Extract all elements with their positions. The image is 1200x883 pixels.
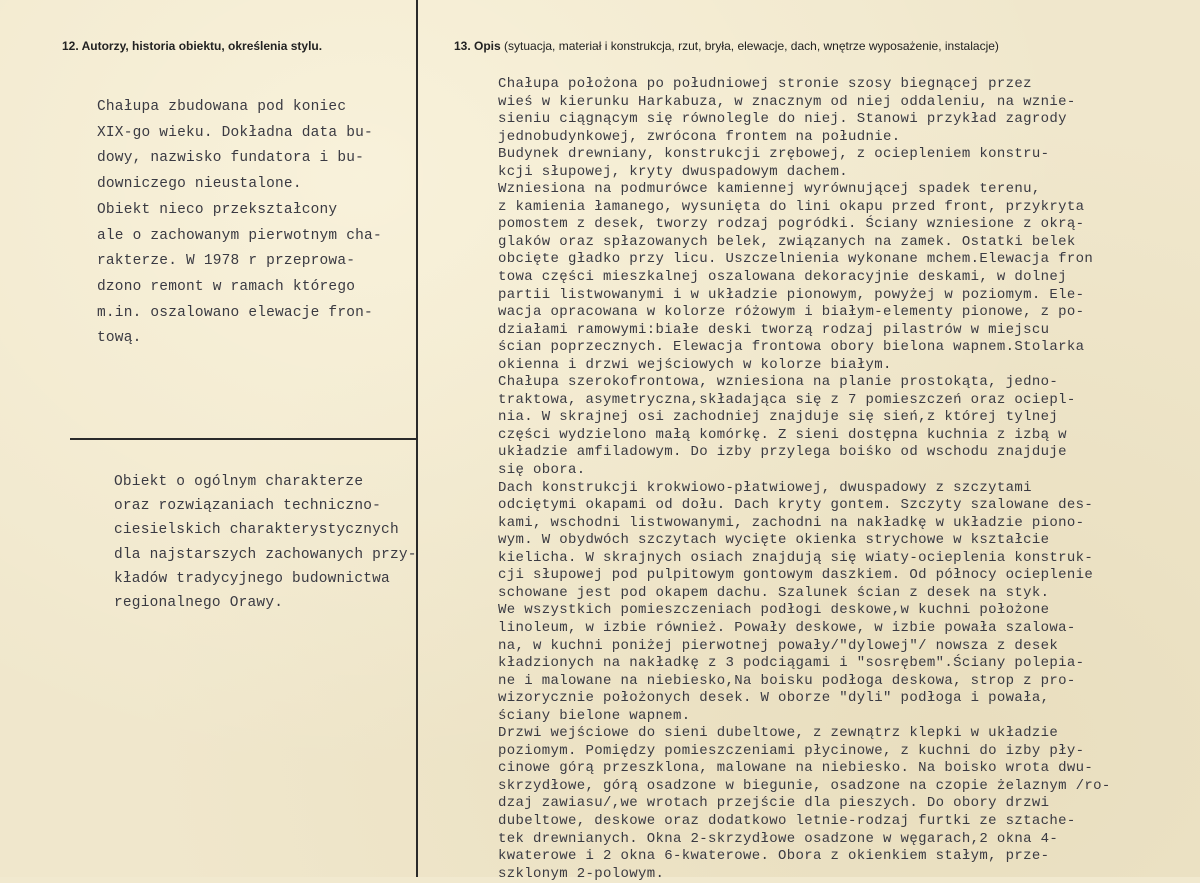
text-line: na, w kuchni poniżej pierwotnej powały/"dylowej"/ nowsza z desek xyxy=(498,637,1059,654)
text-line: sieniu ciągnącym się równolegle do niej. Stanowi przykład zagrody xyxy=(498,111,1067,128)
text-line: pomostem z desek, tworzy rodzaj pogródki. Ściany wzniesione z okrą- xyxy=(498,216,1085,233)
text-line: dla najstarszych zachowanych przy- xyxy=(114,546,417,563)
text-line: szklonym 2-polowym. xyxy=(498,865,665,882)
text-line: obcięte gładko przy licu. Uszczelnienia wykonane mchem.Elewacja fron xyxy=(498,251,1094,268)
text-line: dzono remont w ramach którego xyxy=(97,278,356,295)
text-line: schowane jest pod okapem dachu. Szalunek ścian z desek na styk. xyxy=(498,584,1050,601)
right-section-heading xyxy=(454,39,999,53)
text-line: glaków oraz spłazowanych belek, związanych na zamek. Ostatki belek xyxy=(498,233,1076,250)
text-line: wieś w kierunku Harkabuza, w znacznym od niej oddaleniu, na wznie- xyxy=(498,93,1076,110)
text-line: wacja opracowana w kolorze różowym i białym-elementy pionowe, z po- xyxy=(498,304,1085,321)
text-line: części wydzielono małą komórkę. Z sieni dostępna kuchnia z izbą w xyxy=(498,426,1067,443)
text-line: dzaj zawiasu/,we wrotach przejście dla pieszych. Do obory drzwi xyxy=(498,795,1050,812)
text-line: ciesielskich charakterystycznych xyxy=(114,522,399,539)
section-divider xyxy=(70,438,417,440)
text-line: Dach konstrukcji krokwiowo-płatwiowej, dwuspadowy z szczytami xyxy=(498,479,1032,496)
text-line: poziomym. Pomiędzy pomieszczeniami płycinowe, z kuchni do izby pły- xyxy=(498,742,1085,759)
text-line: Obiekt nieco przekształcony xyxy=(97,201,338,218)
text-line: oraz rozwiązaniach techniczno- xyxy=(114,498,382,515)
text-line: Budynek drewniany, konstrukcji zrębowej, z ociepleniem konstru- xyxy=(498,146,1050,163)
history-text xyxy=(97,95,382,352)
text-line: jednobudynkowej, zwrócona frontem na południe. xyxy=(498,128,901,145)
text-line: wizorycznie położonych desek. W oborze "dyli" podłoga i powała, xyxy=(498,690,1050,707)
text-line: Chałupa położona po południowej stronie szosy biegnącej przez xyxy=(498,76,1032,92)
text-line: rakterze. W 1978 r przeprowa- xyxy=(97,253,356,270)
text-line: ściany bielone wapnem. xyxy=(498,707,691,724)
text-line: Chałupa zbudowana pod koniec xyxy=(97,99,347,115)
text-line: skrzydłowe, górą osadzone w biegunie, osadzone na czopie żelaznym /ro- xyxy=(498,777,1111,794)
text-line: Obiekt o ogólnym charakterze xyxy=(114,474,364,490)
description-text xyxy=(498,76,1111,883)
text-line: regionalnego Orawy. xyxy=(114,595,284,612)
assessment-text xyxy=(114,470,417,615)
text-line: kami, wschodni listwowanymi, zachodni na nakładkę w układzie piono- xyxy=(498,514,1085,531)
text-line: dubeltowe, deskowe oraz dodatkowo letnie-rodzaj furtki ze sztache- xyxy=(498,812,1076,829)
text-line: ale o zachowanym pierwotnym cha- xyxy=(97,227,382,244)
text-line: okienna i drzwi wejściowych w kolorze białym. xyxy=(498,356,892,373)
text-line: kładów tradycyjnego budownictwa xyxy=(114,570,390,587)
text-line: odciętymi okapami od dołu. Dach kryty gontem. Szczyty szalowane des- xyxy=(498,497,1094,514)
text-line: kładzionych na nakładkę z 3 podciągami i "sosrębem".Ściany polepia- xyxy=(498,655,1085,672)
text-line: wym. W obydwóch szczytach wycięte okienka strychowe w kształcie xyxy=(498,532,1050,549)
text-line: działami ramowymi:białe deski tworzą rodzaj pilastrów w miejscu xyxy=(498,321,1050,338)
text-line: ne i malowane na niebiesko,Na boisku podłoga deskowa, strop z pro- xyxy=(498,672,1076,689)
text-line: Chałupa szerokofrontowa, wzniesiona na planie prostokąta, jedno- xyxy=(498,374,1059,391)
text-line: dowy, nazwisko fundatora i bu- xyxy=(97,150,365,167)
text-line: układzie amfiladowym. Do izby przylega boiśko od wschodu znajduje xyxy=(498,444,1067,461)
text-line: ścian poprzecznych. Elewacja frontowa obory bielona wapnem.Stolarka xyxy=(498,339,1085,356)
text-line: z kamienia łamanego, wysunięta do lini okapu przed front, przykryta xyxy=(498,198,1085,215)
text-line: tową. xyxy=(97,330,142,347)
text-line: linoleum, w izbie również. Powały deskowe, w izbie powała szalowa- xyxy=(498,619,1076,636)
left-section-heading: 12. Autorzy, historia obiektu, określenia stylu. xyxy=(62,39,323,53)
text-line: We wszystkich pomieszczeniach podłogi deskowe,w kuchni położone xyxy=(498,602,1050,619)
text-line: downiczego nieustalone. xyxy=(97,176,302,193)
text-line: Wzniesiona na podmurówce kamiennej wyrównującej spadek terenu, xyxy=(498,181,1041,198)
text-line: kwaterowe i 2 okna 6-kwaterowe. Obora z okienkiem stałym, prze- xyxy=(498,848,1050,865)
text-line: cinowe górą przeszklona, malowane na niebiesko. Na boisko wrota dwu- xyxy=(498,760,1094,777)
text-line: cji słupowej pod pulpitowym gontowym daszkiem. Od północy ocieplenie xyxy=(498,567,1094,584)
text-line: m.in. oszalowano elewacje fron- xyxy=(97,304,373,321)
right-heading-subtitle: (sytuacja, materiał i konstrukcja, rzut, bryła, elewacje, dach, wnętrze wyposażenie, instalacje) xyxy=(504,39,999,53)
right-heading-title: 13. Opis xyxy=(454,39,501,53)
text-line: się obora. xyxy=(498,462,586,479)
text-line: partii listwowanymi i w układzie pionowym, powyżej w poziomym. Ele- xyxy=(498,286,1085,303)
text-line: Drzwi wejściowe do sieni dubeltowe, z zewnątrz klepki w układzie xyxy=(498,725,1059,742)
text-line: towa części mieszkalnej oszalowana dekoracyjnie deskami, w dolnej xyxy=(498,269,1067,286)
text-line: tek drewnianych. Okna 2-skrzydłowe osadzone w węgarach,2 okna 4- xyxy=(498,830,1059,847)
text-line: kcji słupowej, kryty dwuspadowym dachem. xyxy=(498,163,849,180)
text-line: traktowa, asymetryczna,składająca się z 7 pomieszczeń oraz ociepl- xyxy=(498,391,1076,408)
text-line: nia. W skrajnej osi zachodniej znajduje się sień,z której tylnej xyxy=(498,409,1059,426)
text-line: XIX-go wieku. Dokładna data bu- xyxy=(97,124,373,141)
text-line: kielicha. W skrajnych osiach znajdują się wiaty-ocieplenia konstruk- xyxy=(498,549,1094,566)
